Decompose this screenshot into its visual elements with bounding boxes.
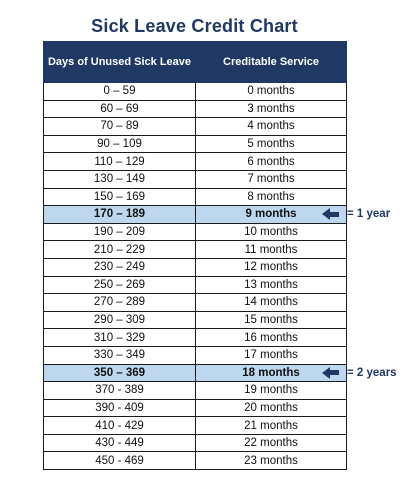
days-cell: 350 – 369 — [44, 364, 196, 382]
table-row — [44, 241, 347, 259]
row-marker — [322, 207, 390, 221]
header-row — [44, 42, 347, 83]
service-cell: 0 months — [196, 83, 347, 101]
days-cell: 410 - 429 — [44, 417, 196, 435]
days-cell: 250 – 269 — [44, 276, 196, 294]
left-arrow-icon — [322, 367, 339, 379]
service-cell: 18 months — [196, 364, 347, 382]
table-header — [44, 42, 347, 83]
days-cell: 150 – 169 — [44, 188, 196, 206]
service-cell: 9 months — [196, 206, 347, 224]
table-row — [44, 382, 347, 400]
chart-title: Sick Leave Credit Chart — [91, 16, 298, 36]
header-days-unused: Days of Unused Sick Leave — [44, 42, 196, 83]
days-cell: 450 - 469 — [44, 452, 196, 470]
table-row — [44, 258, 347, 276]
days-cell: 0 – 59 — [44, 83, 196, 101]
days-cell: 430 - 449 — [44, 434, 196, 452]
days-cell: 90 – 109 — [44, 135, 196, 153]
days-cell: 70 – 89 — [44, 118, 196, 136]
table-row — [44, 118, 347, 136]
table-row — [44, 434, 347, 452]
header-creditable-service: Creditable Service — [196, 42, 347, 83]
marker-label: = 1 year — [347, 208, 391, 221]
table-row — [44, 311, 347, 329]
days-cell: 310 – 329 — [44, 329, 196, 347]
table-row — [44, 346, 347, 364]
days-cell: 230 – 249 — [44, 258, 196, 276]
service-cell: 20 months — [196, 399, 347, 417]
service-cell: 16 months — [196, 329, 347, 347]
row-marker — [322, 366, 397, 380]
service-cell: 8 months — [196, 188, 347, 206]
table-row — [44, 100, 347, 118]
service-cell: 4 months — [196, 118, 347, 136]
days-cell: 270 – 289 — [44, 294, 196, 312]
table-row — [44, 329, 347, 347]
table-row — [44, 153, 347, 171]
days-cell: 330 – 349 — [44, 346, 196, 364]
days-cell: 190 – 209 — [44, 223, 196, 241]
service-cell: 13 months — [196, 276, 347, 294]
days-cell: 290 – 309 — [44, 311, 196, 329]
marker-label: = 2 years — [347, 366, 397, 379]
service-cell: 11 months — [196, 241, 347, 259]
sick-leave-credit-table — [43, 41, 347, 470]
table-row — [44, 135, 347, 153]
days-cell: 170 – 189 — [44, 206, 196, 224]
days-cell: 210 – 229 — [44, 241, 196, 259]
table-row — [44, 223, 347, 241]
days-cell: 110 – 129 — [44, 153, 196, 171]
days-cell: 370 - 389 — [44, 382, 196, 400]
table-row — [44, 276, 347, 294]
table-row — [44, 188, 347, 206]
table-row-highlighted — [44, 206, 347, 224]
table-row — [44, 452, 347, 470]
service-cell: 14 months — [196, 294, 347, 312]
service-cell: 23 months — [196, 452, 347, 470]
service-cell: 6 months — [196, 153, 347, 171]
service-cell: 19 months — [196, 382, 347, 400]
service-cell: 15 months — [196, 311, 347, 329]
table-row — [44, 83, 347, 101]
service-cell: 5 months — [196, 135, 347, 153]
service-cell: 10 months — [196, 223, 347, 241]
table-row — [44, 294, 347, 312]
table-row — [44, 399, 347, 417]
service-cell: 3 months — [196, 100, 347, 118]
service-cell: 17 months — [196, 346, 347, 364]
days-cell: 60 – 69 — [44, 100, 196, 118]
days-cell: 390 - 409 — [44, 399, 196, 417]
service-cell: 21 months — [196, 417, 347, 435]
service-cell: 12 months — [196, 258, 347, 276]
table-row — [44, 170, 347, 188]
table-row-highlighted — [44, 364, 347, 382]
table-row — [44, 417, 347, 435]
left-arrow-icon — [322, 208, 339, 220]
service-cell: 22 months — [196, 434, 347, 452]
service-cell: 7 months — [196, 170, 347, 188]
table-body — [44, 83, 347, 470]
days-cell: 130 – 149 — [44, 170, 196, 188]
